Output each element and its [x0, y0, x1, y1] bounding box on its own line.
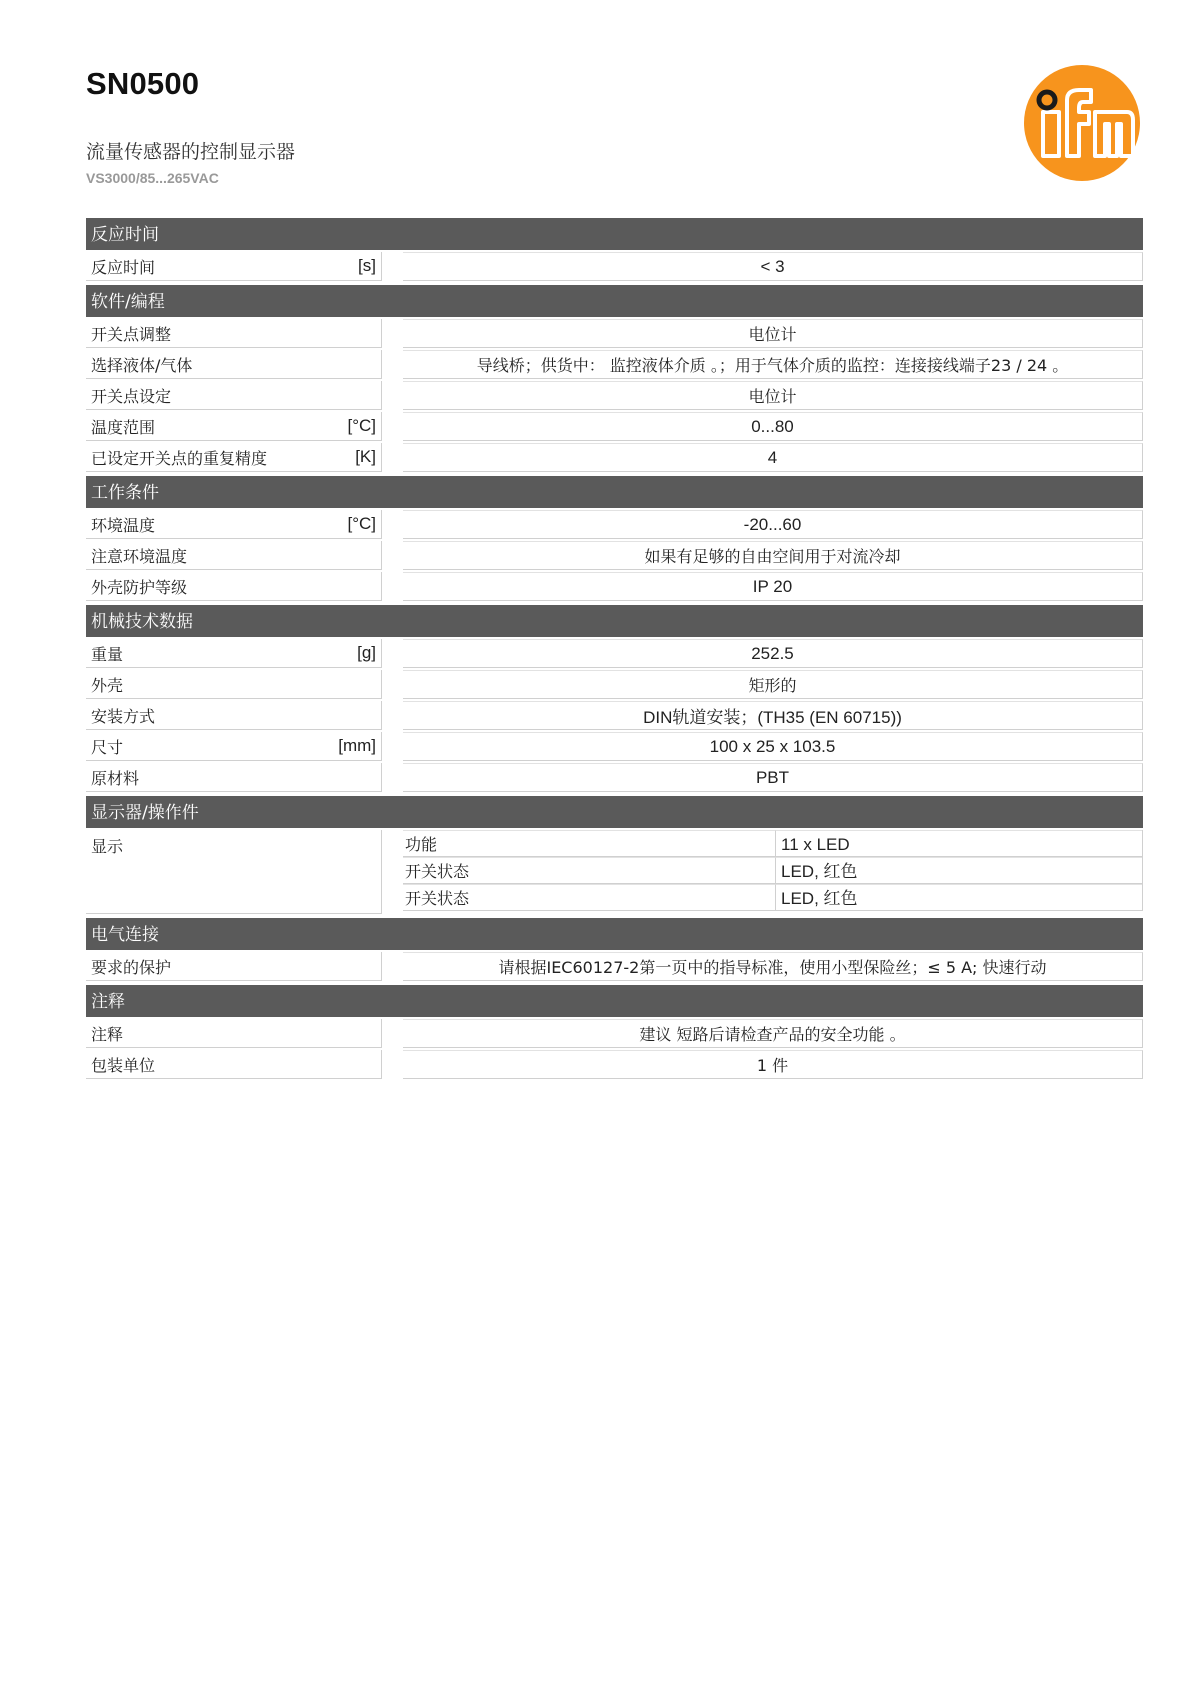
spec-label-cell	[86, 443, 382, 472]
product-title: SN0500	[86, 66, 200, 101]
section-response-time	[86, 218, 1143, 281]
spec-label-cell	[86, 252, 382, 281]
display-value: LED, 红色	[776, 857, 1142, 883]
spec-unit: [s]	[358, 256, 376, 275]
spec-label-cell	[86, 381, 382, 410]
ifm-logo	[1023, 64, 1141, 182]
spec-label: 外壳防护等级	[91, 577, 188, 597]
section-header: 软件/编程	[86, 285, 1143, 317]
section-display	[86, 796, 1143, 914]
display-key: 开关状态	[403, 884, 776, 910]
display-key: 开关状态	[403, 857, 776, 883]
section-electrical	[86, 918, 1143, 981]
spec-label: 原材料	[91, 768, 140, 788]
display-block	[86, 830, 1143, 914]
spec-row	[86, 541, 1143, 570]
spec-label-cell	[86, 1019, 382, 1048]
spec-row	[86, 319, 1143, 348]
spec-label: 开关点设定	[91, 386, 172, 406]
spec-label: 温度范围	[91, 417, 156, 437]
spec-value: 0...80	[403, 412, 1143, 441]
spec-label: 安装方式	[91, 706, 156, 726]
section-header: 反应时间	[86, 218, 1143, 250]
spec-label: 外壳	[91, 675, 124, 695]
spec-value: 252.5	[403, 639, 1143, 668]
spec-row	[86, 952, 1143, 981]
spec-label-cell	[86, 701, 382, 730]
spec-label: 反应时间	[91, 257, 156, 277]
spec-label: 开关点调整	[91, 324, 172, 344]
spec-value: 导线桥；供货中： 监控液体介质 。；用于气体介质的监控：连接接线端子23 / 24 。	[403, 350, 1143, 379]
spec-label-cell	[86, 639, 382, 668]
spec-table	[86, 218, 1143, 1083]
spec-label: 选择液体/气体	[91, 355, 193, 375]
spec-row	[86, 381, 1143, 410]
display-key: 功能	[403, 830, 776, 856]
spec-label: 尺寸	[91, 737, 124, 757]
spec-unit: [°C]	[347, 514, 376, 533]
display-subrow	[403, 857, 1143, 884]
spec-row	[86, 510, 1143, 539]
product-subtitle: 流量传感器的控制显示器	[86, 141, 296, 163]
spec-value: 矩形的	[403, 670, 1143, 699]
section-software	[86, 285, 1143, 472]
spec-value: PBT	[403, 763, 1143, 792]
section-header: 显示器/操作件	[86, 796, 1143, 828]
section-header: 电气连接	[86, 918, 1143, 950]
spec-row	[86, 763, 1143, 792]
section-notes	[86, 985, 1143, 1079]
section-mechanical	[86, 605, 1143, 792]
spec-row	[86, 1019, 1143, 1048]
spec-label-cell	[86, 1050, 382, 1079]
spec-row	[86, 701, 1143, 730]
spec-label-cell	[86, 763, 382, 792]
display-subrow	[403, 884, 1143, 911]
spec-row	[86, 443, 1143, 472]
spec-label-cell	[86, 572, 382, 601]
spec-label: 重量	[91, 644, 124, 664]
spec-value: IP 20	[403, 572, 1143, 601]
display-subrow	[403, 830, 1143, 857]
spec-value: 电位计	[403, 319, 1143, 348]
spec-unit: [K]	[355, 447, 376, 466]
spec-row	[86, 412, 1143, 441]
spec-label: 注释	[91, 1024, 124, 1044]
product-code: VS3000/85...265VAC	[86, 170, 219, 186]
section-header: 注释	[86, 985, 1143, 1017]
spec-value: 1 件	[403, 1050, 1143, 1079]
spec-label: 显示	[86, 830, 382, 914]
spec-unit: [g]	[357, 643, 376, 662]
section-header: 工作条件	[86, 476, 1143, 508]
spec-label-cell	[86, 541, 382, 570]
display-subtable	[403, 830, 1143, 914]
spec-label-cell	[86, 670, 382, 699]
spec-value: 电位计	[403, 381, 1143, 410]
spec-value: 请根据IEC60127-2第一页中的指导标准，使用小型保险丝；≤ 5 A; 快速行动	[403, 952, 1143, 981]
spec-label-cell	[86, 350, 382, 379]
spec-value: 如果有足够的自由空间用于对流冷却	[403, 541, 1143, 570]
spec-row	[86, 670, 1143, 699]
spec-label: 环境温度	[91, 515, 156, 535]
display-value: 11 x LED	[776, 830, 1142, 856]
spec-row	[86, 732, 1143, 761]
spec-value: DIN轨道安装；(TH35 (EN 60715))	[403, 701, 1143, 730]
spec-label-cell	[86, 319, 382, 348]
spec-row	[86, 252, 1143, 281]
spec-unit: [mm]	[338, 736, 376, 755]
section-operating-conditions	[86, 476, 1143, 601]
spec-row	[86, 350, 1143, 379]
spec-label: 要求的保护	[91, 957, 172, 977]
spec-unit: [°C]	[347, 416, 376, 435]
spec-label-cell	[86, 732, 382, 761]
display-value: LED, 红色	[776, 884, 1142, 910]
spec-value: 建议 短路后请检查产品的安全功能 。	[403, 1019, 1143, 1048]
spec-value: 4	[403, 443, 1143, 472]
spec-label-cell	[86, 952, 382, 981]
spec-value: < 3	[403, 252, 1143, 281]
spec-label-cell	[86, 510, 382, 539]
spec-value: 100 x 25 x 103.5	[403, 732, 1143, 761]
spec-row	[86, 639, 1143, 668]
spec-label-cell	[86, 412, 382, 441]
spec-value: -20...60	[403, 510, 1143, 539]
section-header: 机械技术数据	[86, 605, 1143, 637]
spec-row	[86, 572, 1143, 601]
spec-label: 已设定开关点的重复精度	[91, 448, 268, 468]
spec-label: 注意环境温度	[91, 546, 188, 566]
spec-label: 包装单位	[91, 1055, 156, 1075]
spec-row	[86, 1050, 1143, 1079]
